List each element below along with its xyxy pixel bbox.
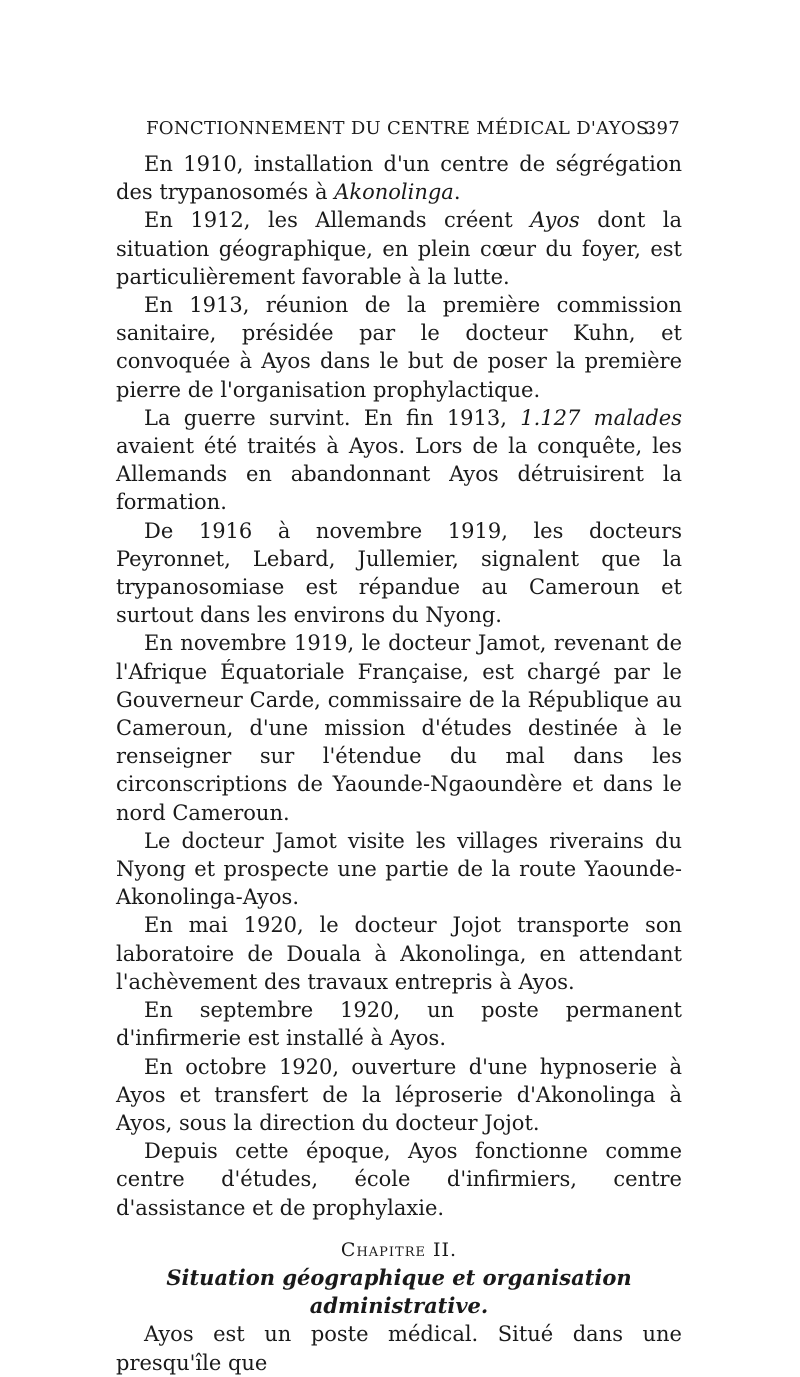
paragraph: En septembre 1920, un poste permanent d'infirmerie est installé à Ayos.: [116, 998, 682, 1051]
chapter-heading: Chapitre II.: [340, 1238, 458, 1261]
paragraph: En mai 1920, le docteur Jojot transporte son laboratoire de Douala à Akonolinga, en attendant l'achèvement des travaux entrepris à Ayos.: [116, 913, 682, 994]
page-number: 397: [644, 118, 680, 139]
paragraph: En novembre 1919, le docteur Jamot, revenant de l'Afrique Équatoriale Française, est chargé par le Gouverneur Carde, commissaire de la République au Cameroun, d'une mission d'études destinée à le renseigner sur l'étendue du mal dans les circonscriptions de Yaounde-Ngaoundère et dans le nord Cameroun.: [116, 631, 682, 825]
paragraph: En octobre 1920, ouverture d'une hypnoserie à Ayos et transfert de la léproserie d'Akonolinga à Ayos, sous la direction du docteur Jojot.: [116, 1054, 682, 1135]
paragraph: La guerre survint. En fin 1913, 1.127 malades avaient été traités à Ayos. Lors de la conquête, les Allemands en abandonnant Ayos détruisirent la formation.: [116, 405, 682, 515]
paragraph: Le docteur Jamot visite les villages riverains du Nyong et prospecte une partie de la route Yaounde-Akonolinga-Ayos.: [116, 828, 682, 910]
body-text: [116, 150, 682, 1377]
paragraph: De 1916 à novembre 1919, les docteurs Peyronnet, Lebard, Jullemier, signalent que la trypanosomiase est répandue au Cameroun et surtout dans les environs du Nyong.: [116, 518, 682, 628]
header-title: FONCTIONNEMENT DU CENTRE MÉDICAL D'AYOS.: [146, 118, 654, 139]
paragraph: En 1910, installation d'un centre de ségrégation des trypanosomés à Akonolinga.: [116, 152, 682, 205]
paragraph: En 1912, les Allemands créent Ayos dont la situation géographique, en plein cœur du foyer, est particulièrement favorable à la lutte.: [116, 208, 683, 289]
paragraph: En 1913, réunion de la première commission sanitaire, présidée par le docteur Kuhn, et convoquée à Ayos dans le but de poser la première pierre de l'organisation prophylactique.: [116, 293, 682, 402]
paragraph: Ayos est un poste médical. Situé dans une presqu'île que: [116, 1322, 682, 1375]
paragraph: Depuis cette époque, Ayos fonctionne comme centre d'études, école d'infirmiers, centre d'assistance et de prophylaxie.: [116, 1139, 682, 1220]
section-heading: Situation géographique et organisation administrative.: [166, 1264, 632, 1319]
